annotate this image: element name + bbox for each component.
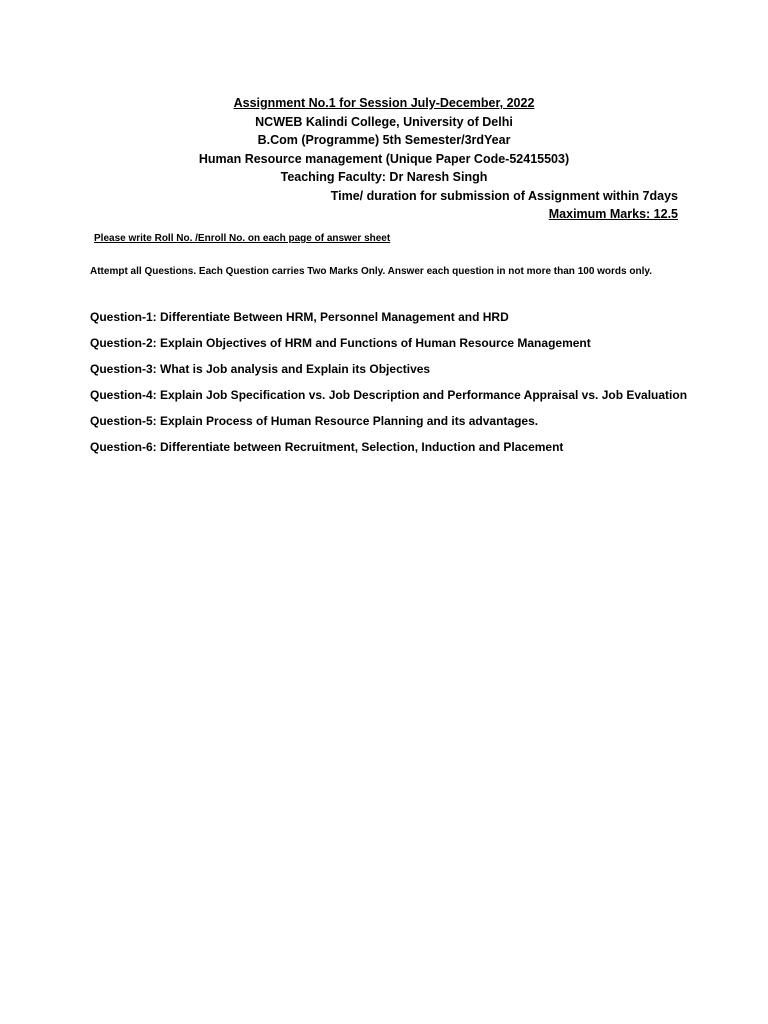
question-5: Question-5: Explain Process of Human Resource Planning and its advantages. — [90, 414, 539, 428]
question-2: Question-2: Explain Objectives of HRM and Functions of Human Resource Management — [90, 336, 591, 350]
paper-line: Human Resource management (Unique Paper Code-52415503) — [198, 151, 570, 166]
assignment-title: Assignment No.1 for Session July-December, 2022 — [233, 96, 535, 110]
college-name: NCWEB Kalindi College, University of Delhi — [255, 114, 513, 129]
faculty-line: Teaching Faculty: Dr Naresh Singh — [280, 170, 488, 184]
roll-number-note: Please write Roll No. /Enroll No. on each page of answer sheet — [94, 233, 391, 244]
assignment-title-line — [0, 94, 768, 113]
question-6: Question-6: Differentiate between Recruitment, Selection, Induction and Placement — [90, 440, 564, 454]
questions-list — [90, 309, 690, 465]
question-1: Question-1: Differentiate Between HRM, Personnel Management and HRD — [90, 310, 509, 324]
programme-line: B.Com (Programme) 5th Semester/3rdYear — [257, 133, 511, 147]
max-marks-line: Maximum Marks: 12.5 — [548, 207, 678, 221]
document-header — [0, 94, 768, 221]
question-4: Question-4: Explain Job Specification vs. Job Description and Performance Appraisal vs. Job Evaluation — [90, 388, 688, 402]
question-3: Question-3: What is Job analysis and Explain its Objectives — [90, 362, 431, 376]
instructions-paragraph: Attempt all Questions. Each Question carries Two Marks Only. Answer each question in not more than 100 words only. — [90, 266, 652, 277]
duration-line: Time/ duration for submission of Assignment within 7days — [330, 188, 678, 203]
